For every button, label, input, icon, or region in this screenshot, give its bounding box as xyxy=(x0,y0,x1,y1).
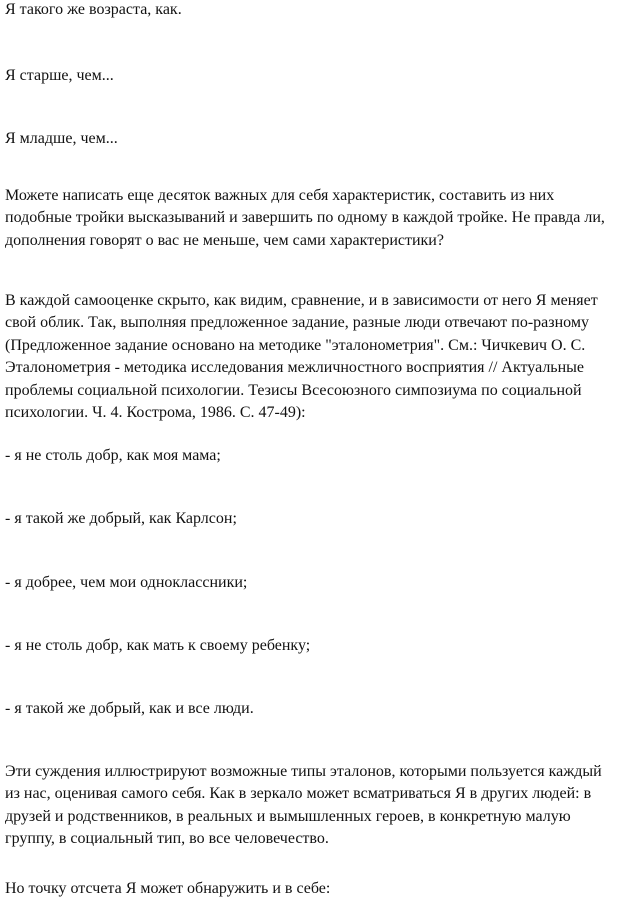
text-line-younger: Я младше, чем... xyxy=(5,130,118,147)
example-item: - я такой же добрый, как Карлсон; xyxy=(5,510,237,527)
paragraph-self-esteem: В каждой самооценке скрыто, как видим, сравнение, и в зависимости от него Я меняет свой облик. Так, выполняя предложенное задание, разные люди отвечают по-разному (Предложенное задание основано на методике "эталонометрия". См.: Чичкевич О. С. Эталонометрия - методика исследования межличностного восприятия // Актуальные проблемы социальной психологии. Тезисы Всесоюзного симпозиума по социальной психологии. Ч. 4. Кострома, 1986. С. 47-49): xyxy=(5,292,598,422)
example-item: - я добрее, чем мои одноклассники; xyxy=(5,574,248,591)
text-line-same-age: Я такого же возраста, как. xyxy=(5,1,182,18)
example-item: - я не столь добр, как моя мама; xyxy=(5,447,221,464)
example-item: - я не столь добр, как мать к своему ребенку; xyxy=(5,637,311,654)
example-item: - я такой же добрый, как и все люди. xyxy=(5,700,254,717)
text-line-reference-point: Но точку отсчета Я может обнаружить и в себе: xyxy=(5,880,331,897)
paragraph-write-more: Можете написать еще десяток важных для себя характеристик, составить из них подобные тройки высказываний и завершить по одному в каждой тройке. Не правда ли, дополнения говорят о вас не меньше, чем сами характеристики? xyxy=(5,187,605,249)
paragraph-standards: Эти суждения иллюстрируют возможные типы эталонов, которыми пользуется каждый из нас, оценивая самого себя. Как в зеркало может всматриваться Я в других людей: в друзей и родственников, в реальных и вымышленных героев, в конкретную малую группу, в социальный тип, во все человечество. xyxy=(5,763,602,848)
text-line-older: Я старше, чем... xyxy=(5,67,114,84)
